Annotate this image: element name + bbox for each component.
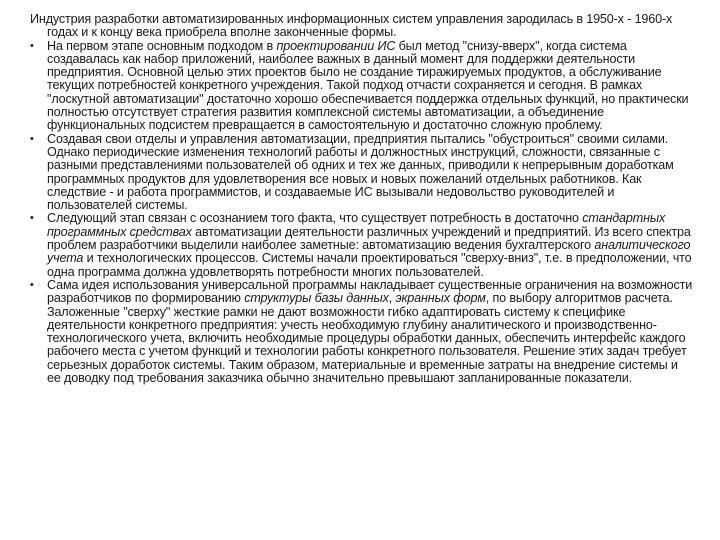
bullet-text: автоматизации деятельности различных учреждений и предприятий. Из всего спектра проблем разработчики выделили наиболее заметные: автоматизацию ведения бухгалтерского [47, 224, 691, 253]
italic-term: аналитического учета [47, 238, 691, 266]
bullet-marker: • [30, 212, 34, 225]
bullet-marker: • [30, 278, 34, 291]
italic-term: стандартных программных средствах [47, 211, 666, 239]
italic-term: проектировании ИС [276, 38, 396, 53]
bullet-text: был метод "снизу-вверх", когда система создавалась как набор приложений, наиболее важных в данный момент для поддержки деятельности предприятия. Основной целью этих проектов было не создание тиражируемых продуктов, а обслуживание текущих потребностей конкретного учреждения. Такой подход отчасти сохраняется и сегодня. В рамках "лоскутной автоматизации" достаточно хорошо обеспечивается поддержка отдельных функций, но практически полностью отсутствует стратегия развития комплексной системы автоматизации, а объединение функциональных подсистем превращается в самостоятельную и достаточно сложную проблему. [47, 38, 689, 133]
bullet-text: Создавая свои отделы и управления автоматизации, предприятия пытались "обустроиться" своими силами. Однако периодические изменения технологий работы и должностных инструкций, сложности, связанные с разными представлениями пользователей об одних и тех же данных, приводили к непрерывным доработкам программных продуктов для удовлетворения все новых и новых пожеланий отдельных работников. Как следствие - и работа программистов, и создаваемые ИС вызывали недовольство руководителей и пользователей системы. [47, 131, 674, 213]
document-body [30, 13, 694, 385]
bullet-text: , по выбору алгоритмов расчета. Заложенные "сверху" жесткие рамки не дают возможности гибко адаптировать систему к специфике деятельности конкретного предприятия: учесть необходимую глубину аналитического и производственно-технологического учета, включить необходимые процедуры обработки данных, обеспечить интерфейс каждого рабочего места с учетом функций и технологии работы конкретного пользователя. Решение этих задач требует серьезных доработок системы. Таким образом, материальные и временные затраты на внедрение системы и ее доводку под требования заказчика обычно значительно превышают запланированные показатели. [47, 291, 687, 386]
italic-term: экранных форм [395, 291, 486, 306]
intro-paragraph: Индустрия разработки автоматизированных информационных систем управления зародилась в 1950-х - 1960-х годах и к концу века приобрела вполне законченные формы. [30, 12, 673, 40]
bullet-item-own-departments [30, 133, 694, 213]
bullet-text: и технологических процессов. Системы начали проектироваться "сверху-вниз", т.е. в предположении, что одна программа должна удовлетворять потребности многих пользователей. [47, 251, 692, 279]
bullet-text: , [388, 291, 396, 306]
bullet-text: Сама идея использования универсальной программы накладывает существенные ограничения на возможности разработчиков по формированию [47, 277, 693, 306]
bullet-marker: • [30, 39, 34, 52]
italic-term: структуры базы данных [244, 291, 389, 306]
bullet-item-next-stage [30, 212, 694, 278]
bullet-text: Следующий этап связан с осознанием того факта, что существует потребность в достаточно [47, 211, 583, 226]
bullet-item-universal-program [30, 279, 694, 385]
bullet-text: На первом этапе основным подходом в [47, 38, 277, 53]
bullet-list [30, 40, 694, 386]
bullet-marker: • [30, 132, 34, 145]
bullet-item-first-stage [30, 40, 694, 133]
